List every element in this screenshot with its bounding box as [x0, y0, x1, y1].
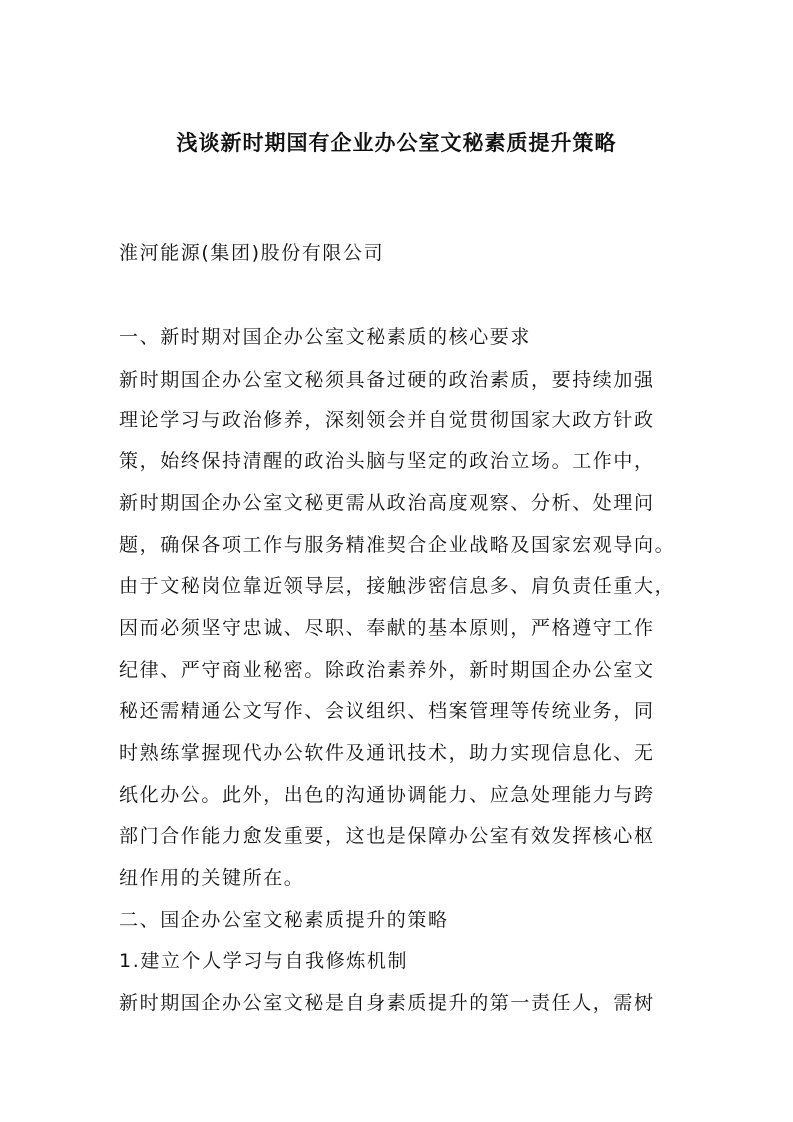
- body-line-7: 因而必须坚守忠诚、尽职、奉献的基本原则，严格遵守工作: [119, 617, 655, 639]
- body-line-3: 策，始终保持清醒的政治头脑与坚定的政治立场。工作中，: [119, 450, 655, 472]
- section-1-heading: 一、新时期对国企办公室文秘素质的核心要求: [119, 326, 532, 348]
- body-line-1: 新时期国企办公室文秘须具备过硬的政治素质，要持续加强: [119, 369, 655, 391]
- body-line-9: 秘还需精通公文写作、会议组织、档案管理等传统业务，同: [119, 700, 655, 722]
- document-title: 浅谈新时期国有企业办公室文秘素质提升策略: [176, 131, 617, 155]
- body-line-11: 纸化办公。此外，出色的沟通协调能力、应急处理能力与跨: [119, 784, 655, 806]
- body-line-8: 纪律、严守商业秘密。除政治素养外，新时期国企办公室文: [119, 659, 655, 681]
- body-line-10: 时熟练掌握现代办公软件及通讯技术，助力实现信息化、无: [119, 742, 655, 764]
- author-line: 淮河能源(集团)股份有限公司: [119, 242, 385, 264]
- body-line-2: 理论学习与政治修养，深刻领会并自觉贯彻国家大政方针政: [119, 409, 655, 431]
- subsection-1-heading: 1.建立个人学习与自我修炼机制: [119, 950, 409, 972]
- body-line-4: 新时期国企办公室文秘更需从政治高度观察、分析、处理问: [119, 492, 655, 514]
- body-line-13: 纽作用的关键所在。: [119, 867, 305, 889]
- body-line-5: 题，确保各项工作与服务精准契合企业战略及国家宏观导向。: [119, 534, 676, 556]
- body-line-14: 新时期国企办公室文秘是自身素质提升的第一责任人，需树: [119, 992, 655, 1014]
- body-line-6: 由于文秘岗位靠近领导层，接触涉密信息多、肩负责任重大，: [119, 575, 676, 597]
- body-line-12: 部门合作能力愈发重要，这也是保障办公室有效发挥核心枢: [119, 825, 655, 847]
- section-2-heading: 二、国企办公室文秘素质提升的策略: [119, 909, 449, 931]
